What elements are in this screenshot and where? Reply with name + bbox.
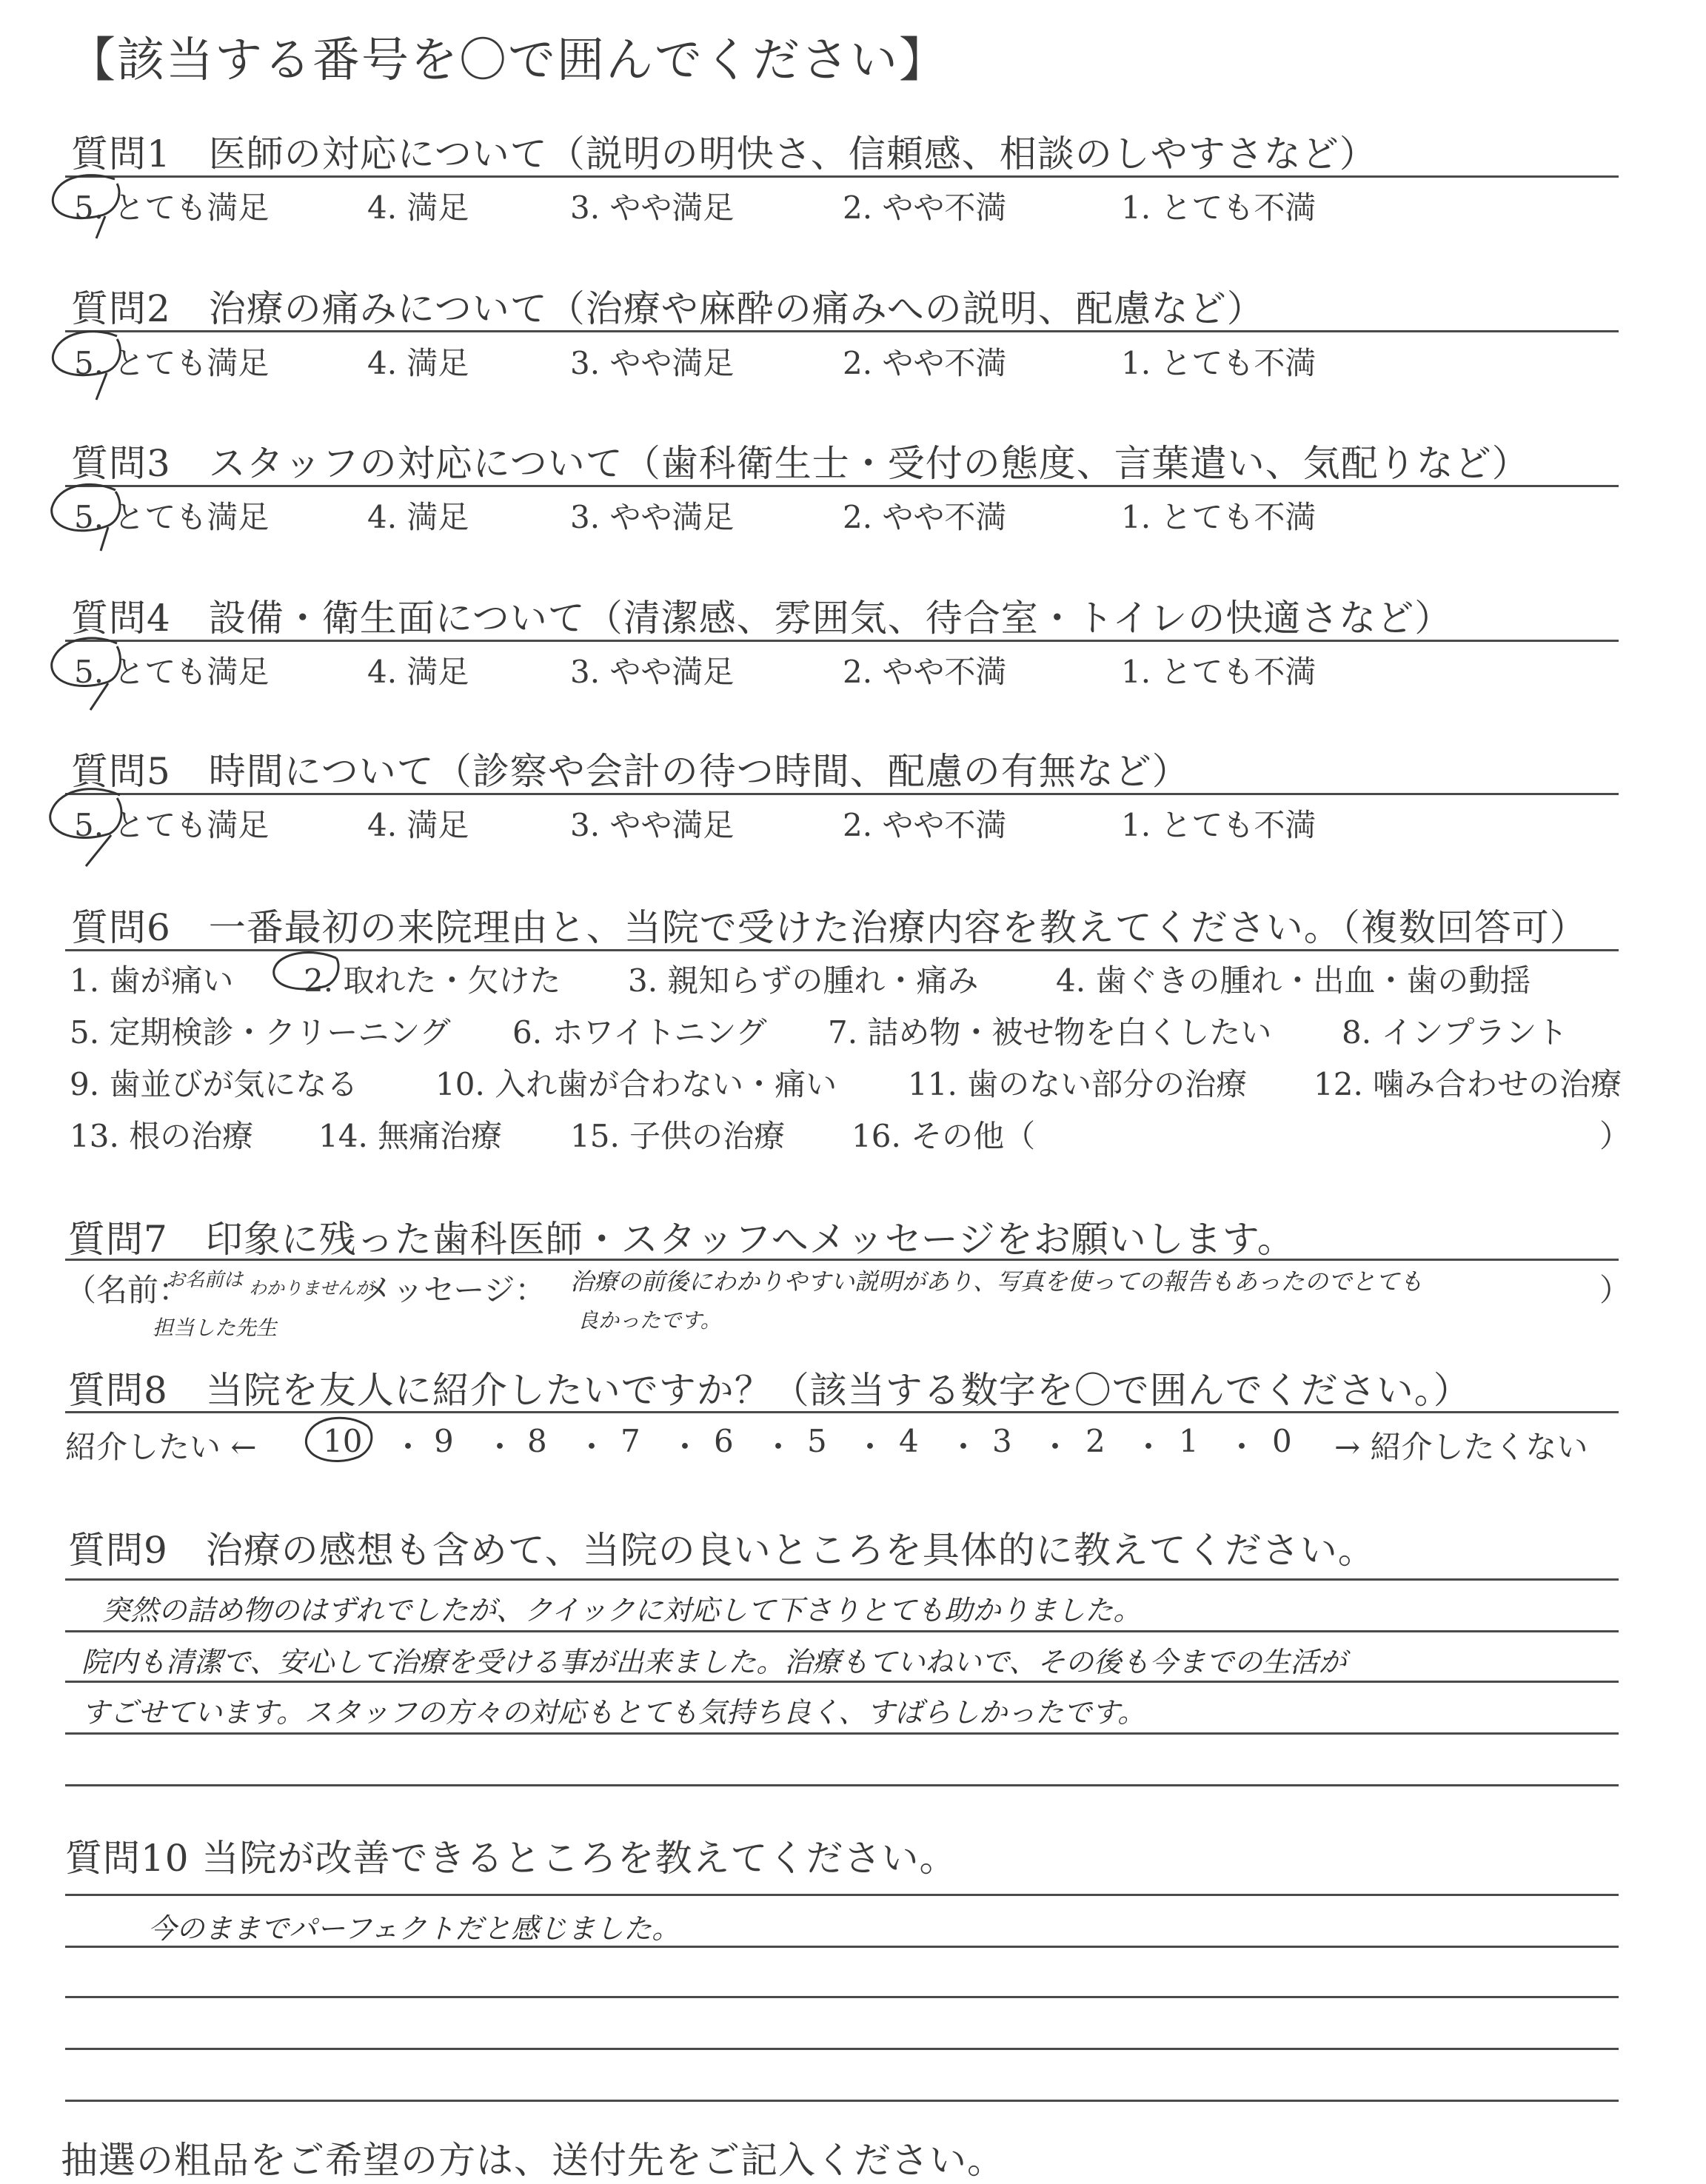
q8-scale-0[interactable]: 0 <box>1272 1423 1292 1459</box>
q9-rule-5 <box>65 1784 1619 1786</box>
q8-dot: ・ <box>392 1429 424 1465</box>
q2-rule <box>65 330 1619 332</box>
q5-option-1[interactable]: 1. とても不満 <box>1121 807 1317 843</box>
q6-option-14[interactable]: 14. 無痛治療 <box>318 1118 503 1154</box>
q1-option-4[interactable]: 4. 満足 <box>367 190 469 226</box>
q1-title: 質問1 医師の対応について（説明の明快さ、信頼感、相談のしやすさなど） <box>71 133 1377 175</box>
q4-option-4[interactable]: 4. 満足 <box>367 654 469 690</box>
q4-option-3[interactable]: 3. やや満足 <box>570 654 735 690</box>
q6-option-12[interactable]: 12. 噛み合わせの治療 <box>1314 1066 1622 1102</box>
q2-option-4[interactable]: 4. 満足 <box>367 345 469 381</box>
q6-circle-mark <box>268 948 349 1007</box>
q10-rule-4 <box>65 2048 1619 2050</box>
q8-scale-8[interactable]: 8 <box>527 1423 547 1459</box>
q7-name-label: （名前： <box>65 1272 190 1308</box>
q8-scale-9[interactable]: 9 <box>434 1423 454 1459</box>
q8-right-label: → 紹介したくない <box>1334 1429 1588 1465</box>
q3-option-5[interactable]: 5. とても満足 <box>74 499 270 535</box>
q6-option-4[interactable]: 4. 歯ぐきの腫れ・出血・歯の動揺 <box>1056 962 1531 999</box>
q6-option-9[interactable]: 9. 歯並びが気になる <box>70 1066 358 1102</box>
q1-option-3[interactable]: 3. やや満足 <box>570 190 735 226</box>
q7-name-hand-3: 担当した先生 <box>153 1316 278 1340</box>
q8-scale-4[interactable]: 4 <box>899 1423 919 1459</box>
q1-option-2[interactable]: 2. やや不満 <box>843 190 1007 226</box>
q8-dot: ・ <box>1133 1429 1165 1465</box>
q6-option-1[interactable]: 1. 歯が痛い <box>70 962 234 999</box>
q6-option-11[interactable]: 11. 歯のない部分の治療 <box>908 1066 1248 1102</box>
q8-dot: ・ <box>576 1429 608 1465</box>
q5-option-4[interactable]: 4. 満足 <box>367 807 469 843</box>
q5-circle-mark <box>43 783 139 872</box>
q3-title: 質問3 スタッフの対応について（歯科衛生士・受付の態度、言葉遣い、気配りなど） <box>71 442 1530 485</box>
q10-rule-5 <box>65 2100 1619 2102</box>
form-header: 【該当する番号を〇で囲んでください】 <box>68 33 948 88</box>
q8-dot: ・ <box>669 1429 701 1465</box>
q6-option-13[interactable]: 13. 根の治療 <box>70 1118 254 1154</box>
q7-name-hand-2: わかりませんが <box>249 1278 373 1299</box>
q8-dot: ・ <box>1040 1429 1071 1465</box>
q1-option-5[interactable]: 5. とても満足 <box>74 190 270 226</box>
q10-answer-line-1: 今のままでパーフェクトだと感じました。 <box>148 1912 680 1945</box>
q6-option-8[interactable]: 8. インプラント <box>1342 1014 1568 1051</box>
q8-scale-7[interactable]: 7 <box>620 1423 640 1459</box>
q8-left-label: 紹介したい ← <box>65 1429 257 1465</box>
q4-title: 質問4 設備・衛生面について（清潔感、雰囲気、待合室・トイレの快適さなど） <box>71 597 1453 640</box>
q10-rule-1 <box>65 1894 1619 1896</box>
q8-scale-1[interactable]: 1 <box>1179 1423 1199 1459</box>
q7-message-label: メッセージ： <box>361 1272 546 1308</box>
q8-scale-6[interactable]: 6 <box>714 1423 734 1459</box>
q4-option-5[interactable]: 5. とても満足 <box>74 654 270 690</box>
q3-rule <box>65 485 1619 487</box>
q6-option-7[interactable]: 7. 詰め物・被せ物を白くしたい <box>828 1014 1272 1051</box>
q8-dot: ・ <box>763 1429 795 1465</box>
q8-rule <box>65 1411 1619 1413</box>
q2-option-3[interactable]: 3. やや満足 <box>570 345 735 381</box>
q3-option-1[interactable]: 1. とても不満 <box>1121 499 1317 535</box>
q6-option-6[interactable]: 6. ホワイトニング <box>512 1014 767 1051</box>
q7-close-paren: ） <box>1599 1272 1631 1308</box>
q8-scale-2[interactable]: 2 <box>1086 1423 1105 1459</box>
q8-dot: ・ <box>484 1429 516 1465</box>
q7-rule <box>65 1259 1619 1261</box>
q8-scale-3[interactable]: 3 <box>992 1423 1012 1459</box>
q3-option-3[interactable]: 3. やや満足 <box>570 499 735 535</box>
q9-answer-line-2: 院内も清潔で、安心して治療を受ける事が出来ました。治療もていねいで、その後も今までの生活が <box>81 1646 1347 1678</box>
q3-circle-mark <box>44 478 133 560</box>
q6-option-10[interactable]: 10. 入れ歯が合わない・痛い <box>435 1066 837 1102</box>
q2-circle-mark <box>44 326 133 407</box>
q7-name-hand-1: お名前は <box>166 1269 244 1291</box>
q2-option-2[interactable]: 2. やや不満 <box>843 345 1007 381</box>
q7-title: 質問7 印象に残った歯科医師・スタッフへメッセージをお願いします。 <box>68 1218 1295 1261</box>
q2-option-1[interactable]: 1. とても不満 <box>1121 345 1317 381</box>
q9-rule-2 <box>65 1630 1619 1632</box>
q5-rule <box>65 793 1619 795</box>
q3-option-4[interactable]: 4. 満足 <box>367 499 469 535</box>
q5-option-2[interactable]: 2. やや不満 <box>843 807 1007 843</box>
q6-other-close-paren: ） <box>1599 1118 1631 1154</box>
q8-scale-10[interactable]: 10 <box>323 1423 363 1459</box>
q8-scale-5[interactable]: 5 <box>807 1423 827 1459</box>
q9-rule-3 <box>65 1681 1619 1683</box>
q8-dot: ・ <box>948 1429 980 1465</box>
q7-message-hand-2: 良かったです。 <box>578 1308 721 1333</box>
q9-rule-1 <box>65 1578 1619 1581</box>
q8-circle-mark <box>299 1411 381 1478</box>
q5-option-5[interactable]: 5. とても満足 <box>74 807 270 843</box>
q9-title: 質問9 治療の感想も含めて、当院の良いところを具体的に教えてください。 <box>68 1529 1376 1572</box>
q4-circle-mark <box>44 633 133 718</box>
q5-title: 質問5 時間について（診察や会計の待つ時間、配慮の有無など） <box>71 750 1190 793</box>
q2-title: 質問2 治療の痛みについて（治療や麻酔の痛みへの説明、配慮など） <box>71 287 1265 330</box>
q3-option-2[interactable]: 2. やや不満 <box>843 499 1007 535</box>
q5-option-3[interactable]: 3. やや満足 <box>570 807 735 843</box>
q8-title: 質問8 当院を友人に紹介したいですか？（該当する数字を〇で囲んでください。） <box>68 1369 1471 1412</box>
q6-option-3[interactable]: 3. 親知らずの腫れ・痛み <box>628 962 979 999</box>
q4-rule <box>65 640 1619 642</box>
q1-circle-mark <box>44 170 133 244</box>
footer-partial-text: 抽選の粗品をご希望の方は、送付先をご記入ください。 <box>61 2139 1005 2182</box>
q7-message-hand-1: 治療の前後にわかりやすい説明があり、写真を使っての報告もあったのでとても <box>570 1267 1423 1296</box>
q8-dot: ・ <box>854 1429 886 1465</box>
q4-option-2[interactable]: 2. やや不満 <box>843 654 1007 690</box>
q4-option-1[interactable]: 1. とても不満 <box>1121 654 1317 690</box>
q6-option-16[interactable]: 16. その他（ <box>852 1118 1036 1154</box>
q6-option-2[interactable]: 2. 取れた・欠けた <box>304 962 561 999</box>
q8-dot: ・ <box>1226 1429 1258 1465</box>
q6-title: 質問6 一番最初の来院理由と、当院で受けた治療内容を教えてください。（複数回答可） <box>71 906 1588 949</box>
q9-rule-4 <box>65 1732 1619 1735</box>
q2-option-5[interactable]: 5. とても満足 <box>74 345 270 381</box>
q10-title: 質問10 当院が改善できるところを教えてください。 <box>65 1837 957 1880</box>
q1-rule <box>65 175 1619 178</box>
q9-answer-line-3: すごせています。スタッフの方々の対応もとても気持ち良く、すばらしかったです。 <box>81 1696 1146 1729</box>
q9-answer-line-1: 突然の詰め物のはずれでしたが、クイックに対応して下さりとても助かりました。 <box>102 1594 1142 1627</box>
q1-option-1[interactable]: 1. とても不満 <box>1121 190 1317 226</box>
q10-rule-3 <box>65 1996 1619 1998</box>
q6-option-15[interactable]: 15. 子供の治療 <box>570 1118 786 1154</box>
q6-option-5[interactable]: 5. 定期検診・クリーニング <box>70 1014 451 1051</box>
